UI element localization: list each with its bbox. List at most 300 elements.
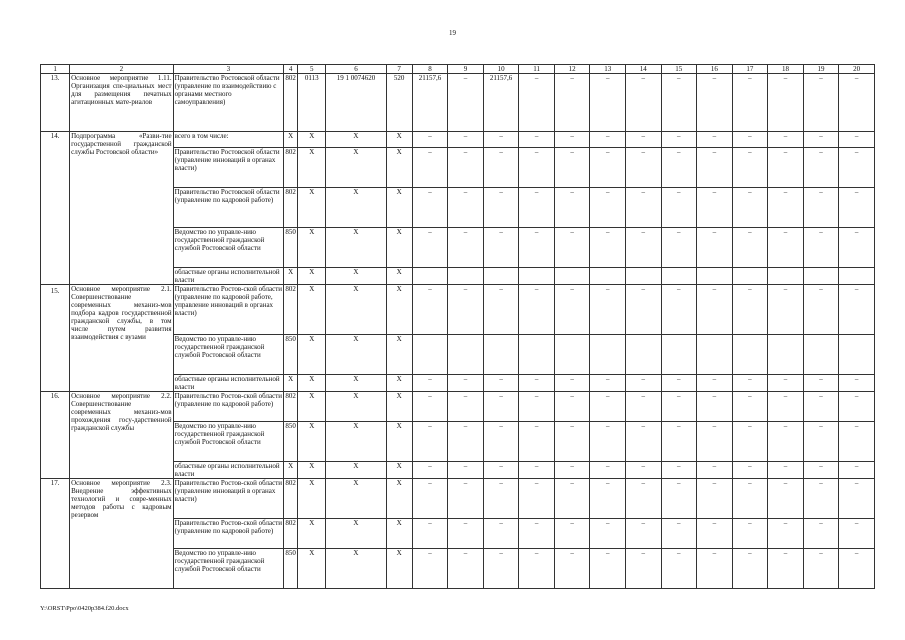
column-number: 13 xyxy=(590,65,626,74)
value-cell: – xyxy=(554,549,590,589)
value-cell: – xyxy=(625,375,661,392)
value-cell: – xyxy=(412,148,448,188)
value-cell: – xyxy=(448,462,484,479)
value-cell xyxy=(839,268,875,285)
x-mark: X xyxy=(386,479,412,519)
value-cell xyxy=(625,268,661,285)
executor: областные органы исполнительной власти xyxy=(173,268,284,285)
value-cell: – xyxy=(590,392,626,422)
value-cell: – xyxy=(803,375,839,392)
value-cell: – xyxy=(554,392,590,422)
value-cell: – xyxy=(661,285,697,335)
page-number: 19 xyxy=(449,29,456,37)
value-cell: – xyxy=(554,148,590,188)
table-row xyxy=(41,74,875,132)
event-name: Основное мероприятие 1.11. Организация спе-циальных мест для размещения печатных агитационных мате-риалов xyxy=(70,74,173,132)
x-mark: X xyxy=(386,375,412,392)
value-cell: – xyxy=(554,519,590,549)
value-cell: – xyxy=(697,285,733,335)
value-cell: – xyxy=(412,392,448,422)
column-number: 11 xyxy=(519,65,555,74)
value-cell xyxy=(839,335,875,375)
x-mark: X xyxy=(298,228,326,268)
value-cell: – xyxy=(448,148,484,188)
value-cell: – xyxy=(590,228,626,268)
value-cell: – xyxy=(590,188,626,228)
executor: Правительство Ростов-ской области (управление по кадровой работе) xyxy=(173,519,284,549)
value-cell: – xyxy=(697,148,733,188)
value-cell: – xyxy=(768,228,804,268)
value-cell: – xyxy=(732,462,768,479)
value-cell: – xyxy=(768,375,804,392)
x-mark: X xyxy=(284,132,298,148)
x-mark: X xyxy=(326,392,386,422)
value-cell: – xyxy=(661,375,697,392)
value-cell: – xyxy=(839,422,875,462)
value-cell: – xyxy=(625,132,661,148)
value-cell: – xyxy=(803,228,839,268)
value-cell: – xyxy=(732,392,768,422)
value-cell: – xyxy=(697,132,733,148)
value-cell xyxy=(768,335,804,375)
value-cell: – xyxy=(554,188,590,228)
value-cell: – xyxy=(661,422,697,462)
executor: Правительство Ростов-ской области (управление инноваций в органах власти) xyxy=(173,479,284,519)
x-mark: X xyxy=(386,335,412,375)
x-mark: X xyxy=(326,549,386,589)
value-cell: – xyxy=(519,188,555,228)
value-cell: – xyxy=(412,462,448,479)
column-number: 14 xyxy=(625,65,661,74)
value-cell: – xyxy=(768,132,804,148)
value-cell xyxy=(483,268,519,285)
value-cell: – xyxy=(625,479,661,519)
value-cell: – xyxy=(697,479,733,519)
value-cell: – xyxy=(697,188,733,228)
value-cell xyxy=(697,335,733,375)
value-cell: – xyxy=(625,228,661,268)
value-cell: – xyxy=(661,188,697,228)
value-cell: – xyxy=(519,479,555,519)
value-cell xyxy=(590,335,626,375)
x-mark: X xyxy=(298,479,326,519)
value-cell: – xyxy=(483,228,519,268)
value-cell: – xyxy=(448,188,484,228)
x-mark: X xyxy=(298,519,326,549)
column-number: 5 xyxy=(298,65,326,74)
x-mark: X xyxy=(386,519,412,549)
x-mark: X xyxy=(298,392,326,422)
value-cell: – xyxy=(590,479,626,519)
value-cell: – xyxy=(768,148,804,188)
vr-code: 520 xyxy=(386,74,412,132)
row-number: 17. xyxy=(41,479,70,589)
value-cell: – xyxy=(839,188,875,228)
value-cell: – xyxy=(625,285,661,335)
x-mark: X xyxy=(298,285,326,335)
value-cell: – xyxy=(554,479,590,519)
value-cell: – xyxy=(483,132,519,148)
value-cell: – xyxy=(697,74,733,132)
x-mark: X xyxy=(326,188,386,228)
value-cell: – xyxy=(697,392,733,422)
row-number: 14. xyxy=(41,132,70,285)
grbs-code: 850 xyxy=(284,549,298,589)
grbs-code: 850 xyxy=(284,335,298,375)
x-mark: X xyxy=(326,335,386,375)
value-cell: – xyxy=(803,519,839,549)
x-mark: X xyxy=(298,188,326,228)
value-cell: – xyxy=(448,228,484,268)
executor: Правительство Ростовской области (управление инноваций в органах власти) xyxy=(173,148,284,188)
x-mark: X xyxy=(386,549,412,589)
row-number: 13. xyxy=(41,74,70,132)
x-mark: X xyxy=(326,268,386,285)
value-cell xyxy=(803,268,839,285)
x-mark: X xyxy=(326,148,386,188)
value-cell: – xyxy=(768,392,804,422)
value-cell: – xyxy=(803,74,839,132)
value-cell: – xyxy=(803,479,839,519)
value-cell: – xyxy=(483,148,519,188)
value-cell: – xyxy=(625,392,661,422)
value-cell: – xyxy=(483,519,519,549)
executor: областные органы исполнительной власти xyxy=(173,375,284,392)
grbs-code: 850 xyxy=(284,228,298,268)
value-cell: – xyxy=(412,519,448,549)
value-cell: – xyxy=(732,188,768,228)
value-cell: – xyxy=(554,132,590,148)
column-number-row xyxy=(41,65,875,74)
value-cell: – xyxy=(661,519,697,549)
value-cell: – xyxy=(590,148,626,188)
grbs-code: 802 xyxy=(284,519,298,549)
value-cell: – xyxy=(732,228,768,268)
column-number: 6 xyxy=(326,65,386,74)
event-name: Основное мероприятие 2.2. Совершенствование современных механиз-мов прохождения госу-дарственной гражданской службы xyxy=(70,392,173,479)
value-cell xyxy=(661,268,697,285)
column-number: 15 xyxy=(661,65,697,74)
value-cell: – xyxy=(483,462,519,479)
value-cell: – xyxy=(448,519,484,549)
executor: Ведомство по управле-нию государственной гражданской службой Ростовской области xyxy=(173,335,284,375)
column-number: 20 xyxy=(839,65,875,74)
value-cell xyxy=(554,335,590,375)
value-cell: – xyxy=(590,462,626,479)
value-cell: – xyxy=(519,519,555,549)
grbs-code: 850 xyxy=(284,422,298,462)
value-cell: – xyxy=(590,285,626,335)
value-cell: – xyxy=(803,422,839,462)
value-cell: – xyxy=(839,519,875,549)
x-mark: X xyxy=(386,268,412,285)
value-cell: – xyxy=(519,462,555,479)
table-row xyxy=(41,479,875,519)
column-number: 18 xyxy=(768,65,804,74)
value-cell: – xyxy=(732,285,768,335)
value-cell xyxy=(768,268,804,285)
column-number: 19 xyxy=(803,65,839,74)
column-number: 12 xyxy=(554,65,590,74)
value-cell: – xyxy=(625,519,661,549)
x-mark: X xyxy=(386,285,412,335)
value-cell: – xyxy=(732,132,768,148)
value-cell: – xyxy=(803,285,839,335)
value-cell: – xyxy=(412,228,448,268)
value-cell: – xyxy=(697,549,733,589)
rzpr-code: 0113 xyxy=(298,74,326,132)
column-number: 9 xyxy=(448,65,484,74)
value-cell: – xyxy=(448,549,484,589)
column-number: 2 xyxy=(70,65,173,74)
budget-table xyxy=(40,64,875,589)
value-cell: – xyxy=(448,74,484,132)
value-cell: – xyxy=(839,462,875,479)
value-cell xyxy=(732,335,768,375)
value-cell: – xyxy=(554,462,590,479)
value-cell: – xyxy=(519,549,555,589)
value-cell: – xyxy=(483,479,519,519)
value-cell: – xyxy=(697,519,733,549)
value-cell: – xyxy=(412,479,448,519)
value-cell xyxy=(625,335,661,375)
value-cell: – xyxy=(732,74,768,132)
column-number: 3 xyxy=(173,65,284,74)
executor: Правительство Ростовской области (управление по кадровой работе) xyxy=(173,188,284,228)
value-cell: – xyxy=(768,549,804,589)
value-cell: – xyxy=(519,74,555,132)
value-cell: – xyxy=(554,375,590,392)
value-cell: – xyxy=(661,148,697,188)
row-number: 16. xyxy=(41,392,70,479)
executor: областные органы исполнительной власти xyxy=(173,462,284,479)
executor: Ведомство по управле-нию государственной гражданской службой Ростовской области xyxy=(173,422,284,462)
row-number: 15. xyxy=(41,285,70,392)
x-mark: X xyxy=(326,285,386,335)
value-cell: – xyxy=(839,74,875,132)
year-value: 21157,6 xyxy=(483,74,519,132)
value-cell: – xyxy=(768,462,804,479)
value-cell xyxy=(519,335,555,375)
executor: Ведомство по управле-нию государственной гражданской службой Ростовской области xyxy=(173,228,284,268)
column-number: 10 xyxy=(483,65,519,74)
value-cell: – xyxy=(412,422,448,462)
value-cell: – xyxy=(732,549,768,589)
grbs-code: 802 xyxy=(284,285,298,335)
value-cell: – xyxy=(768,479,804,519)
event-name: Основное мероприятие 2.3. Внедрение эффективных технологий и совре-менных методов работы с кадровым резервом xyxy=(70,479,173,589)
column-number: 16 xyxy=(697,65,733,74)
value-cell: – xyxy=(697,422,733,462)
value-cell: – xyxy=(483,549,519,589)
value-cell xyxy=(483,335,519,375)
x-mark: X xyxy=(326,479,386,519)
grbs-code: 802 xyxy=(284,74,298,132)
executor: Правительство Ростов-ской области (управление по кадровой работе, управление инноваций в органах власти) xyxy=(173,285,284,335)
value-cell: – xyxy=(590,549,626,589)
value-cell: – xyxy=(803,188,839,228)
x-mark: X xyxy=(386,392,412,422)
grbs-code: X xyxy=(284,462,298,479)
value-cell: – xyxy=(839,375,875,392)
value-cell xyxy=(448,268,484,285)
event-name: Основное мероприятие 2.1. Совершенствование современных механиз-мов подбора кадров государственной гражданской службы, в том числе путем развития взаимодействия с вузами xyxy=(70,285,173,392)
csr-code: 19 1 0074620 xyxy=(326,74,386,132)
executor: Правительство Ростовской области (управление по взаимодействию с органами местного самоуправления) xyxy=(173,74,284,132)
value-cell: – xyxy=(448,479,484,519)
value-cell: – xyxy=(625,549,661,589)
value-cell: – xyxy=(412,188,448,228)
x-mark: X xyxy=(386,462,412,479)
value-cell xyxy=(448,335,484,375)
x-mark: X xyxy=(326,462,386,479)
value-cell: – xyxy=(625,422,661,462)
value-cell: – xyxy=(412,375,448,392)
executor: всего в том числе: xyxy=(173,132,284,148)
value-cell: – xyxy=(839,392,875,422)
value-cell: – xyxy=(768,422,804,462)
executor: Ведомство по управле-нию государственной гражданской службой Ростовской области xyxy=(173,549,284,589)
column-number: 4 xyxy=(284,65,298,74)
column-number: 1 xyxy=(41,65,70,74)
column-number: 17 xyxy=(732,65,768,74)
value-cell: – xyxy=(839,479,875,519)
x-mark: X xyxy=(298,462,326,479)
x-mark: X xyxy=(326,519,386,549)
value-cell: – xyxy=(768,285,804,335)
x-mark: X xyxy=(326,422,386,462)
value-cell: – xyxy=(661,132,697,148)
value-cell: – xyxy=(661,549,697,589)
value-cell: – xyxy=(732,375,768,392)
value-cell: – xyxy=(554,422,590,462)
value-cell xyxy=(732,268,768,285)
executor: Правительство Ростов-ской области (управление по кадровой работе) xyxy=(173,392,284,422)
x-mark: X xyxy=(386,188,412,228)
value-cell: – xyxy=(732,148,768,188)
value-cell: – xyxy=(590,132,626,148)
x-mark: X xyxy=(298,375,326,392)
value-cell: – xyxy=(412,285,448,335)
value-cell: – xyxy=(590,74,626,132)
value-cell: – xyxy=(732,422,768,462)
value-cell: – xyxy=(448,375,484,392)
value-cell: – xyxy=(625,188,661,228)
total-value: 21157,6 xyxy=(412,74,448,132)
value-cell xyxy=(554,268,590,285)
value-cell: – xyxy=(625,462,661,479)
grbs-code: 802 xyxy=(284,392,298,422)
grbs-code: 802 xyxy=(284,479,298,519)
x-mark: X xyxy=(386,132,412,148)
value-cell: – xyxy=(483,392,519,422)
x-mark: X xyxy=(386,422,412,462)
table-row xyxy=(41,392,875,422)
value-cell: – xyxy=(661,392,697,422)
value-cell: – xyxy=(519,375,555,392)
value-cell: – xyxy=(590,422,626,462)
value-cell: – xyxy=(448,132,484,148)
value-cell: – xyxy=(519,148,555,188)
value-cell xyxy=(412,268,448,285)
value-cell: – xyxy=(519,132,555,148)
value-cell: – xyxy=(412,549,448,589)
value-cell: – xyxy=(519,392,555,422)
value-cell: – xyxy=(839,132,875,148)
value-cell: – xyxy=(661,228,697,268)
value-cell: – xyxy=(768,74,804,132)
grbs-code: 802 xyxy=(284,148,298,188)
value-cell: – xyxy=(625,148,661,188)
column-number: 7 xyxy=(386,65,412,74)
x-mark: X xyxy=(298,268,326,285)
value-cell xyxy=(412,335,448,375)
x-mark: X xyxy=(386,228,412,268)
value-cell: – xyxy=(839,549,875,589)
value-cell: – xyxy=(732,479,768,519)
value-cell: – xyxy=(483,285,519,335)
value-cell: – xyxy=(483,188,519,228)
value-cell xyxy=(697,268,733,285)
grbs-code: X xyxy=(284,268,298,285)
value-cell: – xyxy=(803,462,839,479)
x-mark: X xyxy=(326,228,386,268)
value-cell: – xyxy=(697,375,733,392)
column-number: 8 xyxy=(412,65,448,74)
value-cell: – xyxy=(803,132,839,148)
value-cell: – xyxy=(839,285,875,335)
value-cell: – xyxy=(483,375,519,392)
value-cell: – xyxy=(483,422,519,462)
x-mark: X xyxy=(298,422,326,462)
value-cell: – xyxy=(412,132,448,148)
table-row xyxy=(41,285,875,335)
value-cell: – xyxy=(519,422,555,462)
value-cell: – xyxy=(697,462,733,479)
value-cell: – xyxy=(697,228,733,268)
value-cell: – xyxy=(448,285,484,335)
value-cell: – xyxy=(554,74,590,132)
x-mark: X xyxy=(298,132,326,148)
value-cell: – xyxy=(448,392,484,422)
x-mark: X xyxy=(298,549,326,589)
value-cell xyxy=(519,268,555,285)
grbs-code: X xyxy=(284,375,298,392)
value-cell: – xyxy=(803,148,839,188)
x-mark: X xyxy=(298,148,326,188)
file-path-footer: Y:\ORST\Ppo\0420p384.f20.docx xyxy=(40,605,129,612)
x-mark: X xyxy=(298,335,326,375)
value-cell: – xyxy=(590,519,626,549)
x-mark: X xyxy=(386,148,412,188)
value-cell: – xyxy=(554,285,590,335)
value-cell xyxy=(661,335,697,375)
value-cell: – xyxy=(661,74,697,132)
value-cell xyxy=(803,335,839,375)
value-cell: – xyxy=(661,479,697,519)
value-cell: – xyxy=(732,519,768,549)
value-cell: – xyxy=(768,519,804,549)
value-cell: – xyxy=(803,392,839,422)
value-cell: – xyxy=(803,549,839,589)
value-cell: – xyxy=(661,462,697,479)
event-name: Подпрограмма «Разви-тие государственной гражданской службы Ростовской области» xyxy=(70,132,173,285)
value-cell: – xyxy=(519,228,555,268)
x-mark: X xyxy=(326,132,386,148)
value-cell: – xyxy=(839,148,875,188)
grbs-code: 802 xyxy=(284,188,298,228)
x-mark: X xyxy=(326,375,386,392)
